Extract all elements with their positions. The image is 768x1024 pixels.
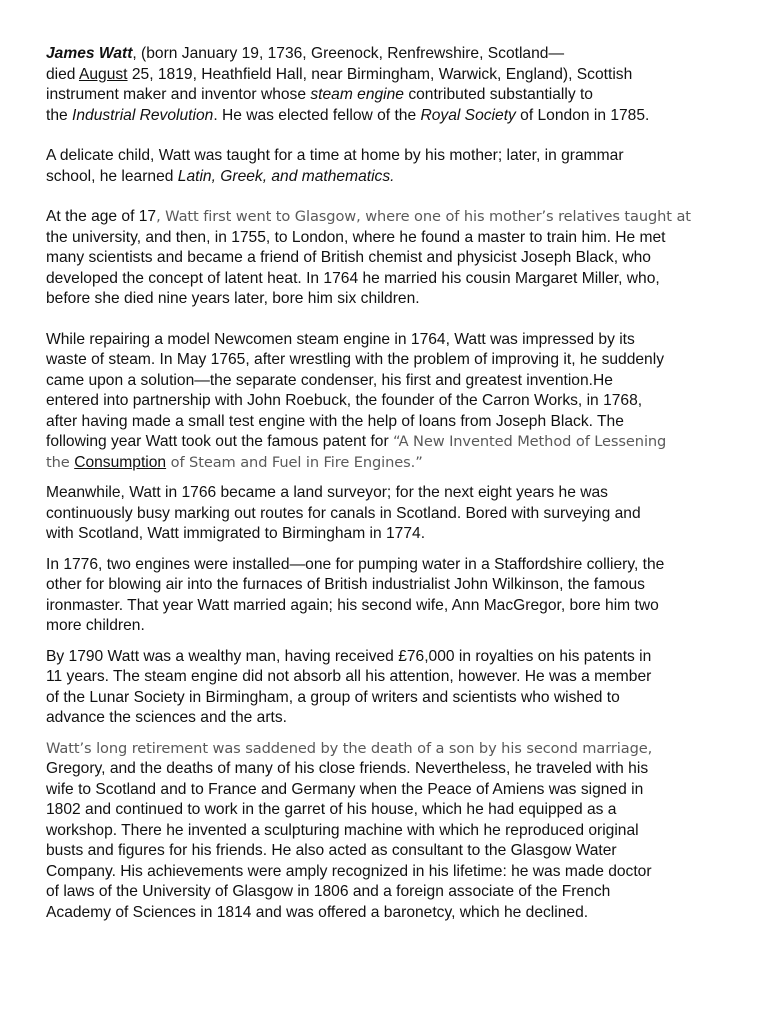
document-page: [46, 44, 726, 923]
paragraph-engines: [46, 555, 726, 637]
line: after having made a small test engine with the help of loans from Joseph Black. The: [46, 412, 624, 430]
line: Watt’s long retirement was saddened by the death of a son by his second marriage,: [46, 739, 653, 757]
line: [46, 167, 726, 188]
line: [46, 44, 726, 65]
paragraph-childhood: [46, 146, 726, 187]
emphasis-royal-society: Royal Society: [420, 106, 516, 124]
text: 25, 1819, Heathfield Hall, near Birmingham, Warwick, England), Scottish: [127, 65, 633, 83]
emphasis-steam-engine: steam engine: [310, 86, 404, 103]
line: While repairing a model Newcomen steam engine in 1764, Watt was impressed by its: [46, 330, 635, 348]
line: the university, and then, in 1755, to London, where he found a master to train him. He met: [46, 228, 666, 246]
line: Company. His achievements were amply recognized in his lifetime: he was made doctor: [46, 862, 652, 880]
line: In 1776, two engines were installed—one for pumping water in a Staffordshire colliery, the: [46, 555, 665, 573]
line: [46, 432, 726, 453]
line: [46, 65, 726, 86]
line: 11 years. The steam engine did not absorb all his attention, however. He was a member: [46, 668, 652, 685]
line: [46, 207, 726, 228]
line: came upon a solution—the separate condenser, his first and greatest invention.He: [46, 371, 613, 389]
line: many scientists and became a friend of British chemist and physicist Joseph Black, who: [46, 249, 651, 266]
grey-text: “A New Invented Method of Lessening: [393, 433, 667, 450]
line: By 1790 Watt was a wealthy man, having received £76,000 in royalties on his patents in: [46, 647, 652, 665]
line: entered into partnership with John Roebuck, the founder of the Carron Works, in 1768,: [46, 392, 643, 409]
text: the: [46, 106, 73, 124]
text: At the age of 17: [46, 208, 157, 225]
line: [46, 106, 726, 127]
grey-text: of Steam and Fuel in Fire Engines.”: [166, 453, 423, 471]
line: 1802 and continued to work in the garret of his house, which he had equipped as a: [46, 801, 617, 818]
line: Academy of Sciences in 1814 and was offered a baronetcy, which he declined.: [46, 903, 589, 921]
line: of the Lunar Society in Birmingham, a group of writers and scientists who wished to: [46, 688, 620, 706]
paragraph-surveyor: [46, 483, 726, 545]
line: more children.: [46, 617, 145, 634]
emphasis-subjects: Latin, Greek, and mathematics.: [177, 167, 395, 185]
emphasis-industrial-revolution: Industrial Revolution: [72, 106, 214, 124]
line: Meanwhile, Watt in 1766 became a land surveyor; for the next eight years he was: [46, 484, 608, 501]
line: ironmaster. That year Watt married again; his second wife, Ann MacGregor, bore him two: [46, 596, 659, 614]
august-link[interactable]: August: [78, 65, 128, 83]
line: advance the sciences and the arts.: [46, 709, 287, 726]
line: workshop. There he invented a sculpturing machine with which he reproduced original: [46, 821, 639, 839]
line: developed the concept of latent heat. In 1764 he married his cousin Margaret Miller, who,: [46, 269, 660, 287]
grey-text: the: [46, 453, 75, 471]
text: died: [46, 65, 79, 83]
line: Gregory, and the deaths of many of his close friends. Nevertheless, he traveled with his: [46, 760, 649, 777]
line: before she died nine years later, bore him six children.: [46, 290, 420, 307]
grey-text: , Watt first went to Glasgow, where one of his mother’s relatives taught at: [156, 208, 691, 225]
text: following year Watt took out the famous patent for: [46, 433, 393, 450]
text: , (born January 19, 1736, Greenock, Renfrewshire, Scotland—: [132, 45, 565, 62]
paragraph-condenser: [46, 330, 726, 474]
line: continuously busy marking out routes for canals in Scotland. Bored with surveying and: [46, 504, 641, 522]
line: with Scotland, Watt immigrated to Birmingham in 1774.: [46, 525, 426, 542]
text: contributed substantially to: [403, 86, 593, 103]
text: of London in 1785.: [515, 106, 650, 124]
paragraph-glasgow: [46, 207, 726, 310]
line: A delicate child, Watt was taught for a time at home by his mother; later, in grammar: [46, 147, 624, 164]
consumption-link[interactable]: Consumption: [74, 453, 167, 471]
paragraph-intro: [46, 44, 726, 126]
line: [46, 453, 726, 474]
subject-name: James Watt: [46, 45, 133, 62]
line: wife to Scotland and to France and Germany when the Peace of Amiens was signed in: [46, 780, 644, 798]
paragraph-wealth: [46, 647, 726, 729]
line: of laws of the University of Glasgow in 1806 and a foreign associate of the French: [46, 883, 611, 900]
text: instrument maker and inventor whose: [46, 86, 311, 103]
text: . He was elected fellow of the: [213, 106, 421, 124]
line: other for blowing air into the furnaces of British industrialist John Wilkinson, the famous: [46, 576, 645, 593]
line: busts and figures for his friends. He also acted as consultant to the Glasgow Water: [46, 842, 617, 859]
text: school, he learned: [46, 167, 178, 185]
line: [46, 85, 726, 106]
line: waste of steam. In May 1765, after wrestling with the problem of improving it, he suddenly: [46, 351, 664, 368]
paragraph-retirement: [46, 739, 726, 924]
